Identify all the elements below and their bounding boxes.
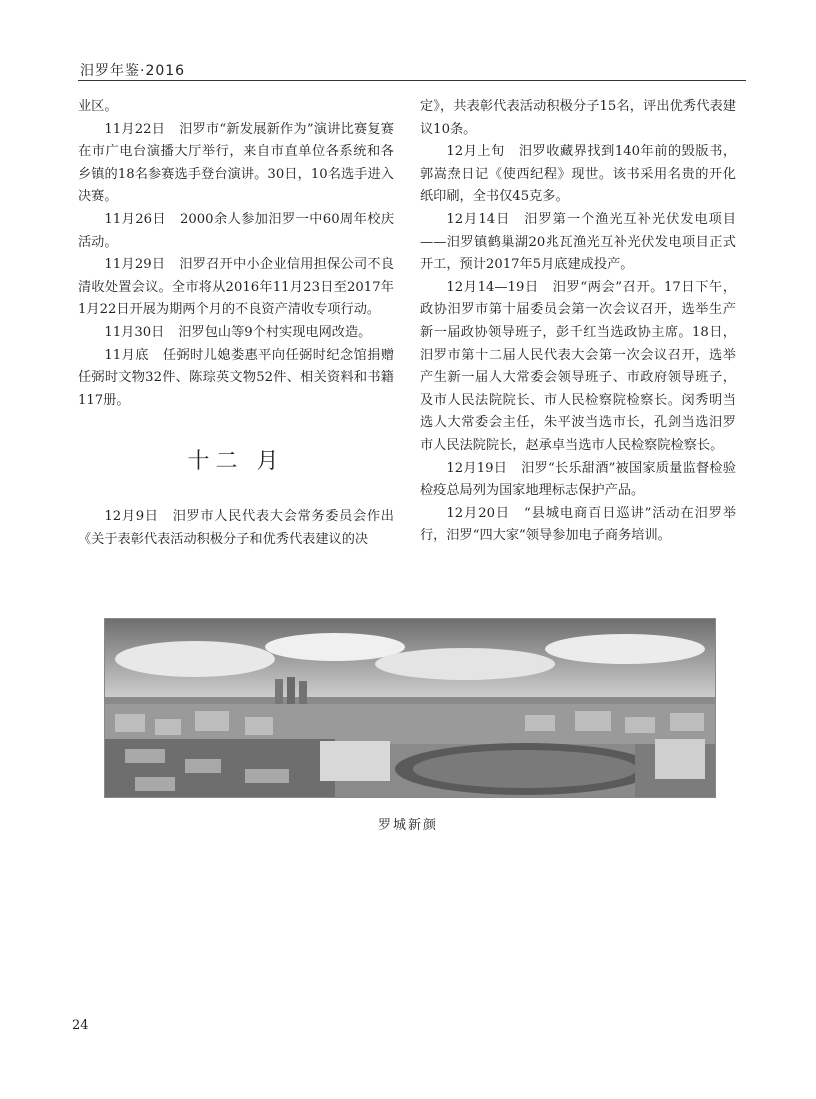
entry-date: 11月底 <box>104 347 149 363</box>
entry-text: 汨罗包山等9个村实现电网改造。 <box>178 324 372 340</box>
running-header <box>78 58 746 81</box>
entry-date: 11月30日 <box>104 324 165 340</box>
entry-date: 12月19日 <box>446 460 508 476</box>
left-column <box>78 96 394 552</box>
right-column <box>420 96 736 548</box>
continued-paragraph: 定》，共表彰代表活动积极分子15名，评出优秀代表建议10条。 <box>420 99 736 137</box>
entry-date: 12月14—19日 <box>446 279 539 295</box>
entry-date: 12月上旬 <box>446 144 505 160</box>
entry-dec-14-19 <box>420 277 736 458</box>
entry-text: 汨罗市“新发展新作为”演讲比赛复赛在市广电台演播大厅举行，来自市直单位各系统和各乡镇的18名参赛选手登台演讲。30日，10名选手进入决赛。 <box>78 121 394 205</box>
entry-date: 12月9日 <box>104 509 159 525</box>
entry-text: “县城电商百日巡讲”活动在汨罗举行，汨罗“四大家”领导参加电子商务培训。 <box>420 505 737 544</box>
yearbook-title: 汨罗年鉴·2016 <box>80 63 186 79</box>
entry-text: 汨罗“两会”召开。17日下午，政协汨罗市第十届委员会第一次会议召开，选举生产新一届政协领导班子，彭千红当选政协主席。18日，汨罗市第十二届人民代表大会第一次会议召开，选举产生新一届人大常委会领导班子、市政府领导班子，及市人民法院院长、市人民检察院检察长。闵秀明当选人大常委会主任，朱平波当选市长，孔剑当选汨罗市人民法院院长，赵承卓当选市人民检察院检察长。 <box>420 279 737 453</box>
entry-nov-30 <box>78 322 394 345</box>
entry-text: 汨罗市人民代表大会常务委员会作出《关于表彰代表活动积极分子和优秀代表建议的决 <box>78 509 394 547</box>
photo-caption: 罗城新颜 <box>377 818 438 833</box>
entry-text: 汨罗“长乐甜酒”被国家质量监督检验检疫总局列为国家地理标志保护产品。 <box>420 460 736 499</box>
entry-nov-22 <box>78 119 394 209</box>
entry-date: 11月26日 <box>104 211 166 227</box>
page-number: 24 <box>72 1018 89 1033</box>
entry-dec-early <box>420 141 736 209</box>
entry-text: 汨罗第一个渔光互补光伏发电项目——汨罗镇鹤巢湖20兆瓦渔光互补光伏发电项目正式开工，预计2017年5月底建成投产。 <box>420 211 736 273</box>
entry-nov-29 <box>78 254 394 322</box>
entry-dec-20 <box>420 503 736 548</box>
continued-paragraph: 业区。 <box>78 99 118 114</box>
entry-text: 汨罗召开中小企业信用担保公司不良清收处置会议。全市将从2016年11月23日至2017年1月22日开展为期两个月的不良资产清收专项行动。 <box>78 257 394 318</box>
entry-date: 12月20日 <box>446 505 511 521</box>
entry-text: 2000余人参加汨罗一中60周年校庆活动。 <box>78 211 395 250</box>
entry-text: 任弼时儿媳娄惠平向任弼时纪念馆捐赠任弼时文物32件、陈琮英文物52件、相关资料和书籍117册。 <box>78 347 395 408</box>
entry-nov-26 <box>78 209 394 254</box>
entry-date: 11月22日 <box>104 121 166 137</box>
section-heading-december: 十二 月 <box>187 449 285 475</box>
entry-nov-end <box>78 345 394 413</box>
entry-dec-9 <box>78 506 394 551</box>
entry-dec-14 <box>420 209 736 277</box>
city-panorama-photo <box>104 618 716 798</box>
entry-date: 12月14日 <box>446 211 511 227</box>
entry-text: 汨罗收藏界找到140年前的毁版书，郭嵩焘日记《使西纪程》现世。该书采用名贵的开化纸印刷，全书仅45克多。 <box>420 144 737 205</box>
entry-dec-19 <box>420 458 736 503</box>
entry-date: 11月29日 <box>104 257 166 273</box>
